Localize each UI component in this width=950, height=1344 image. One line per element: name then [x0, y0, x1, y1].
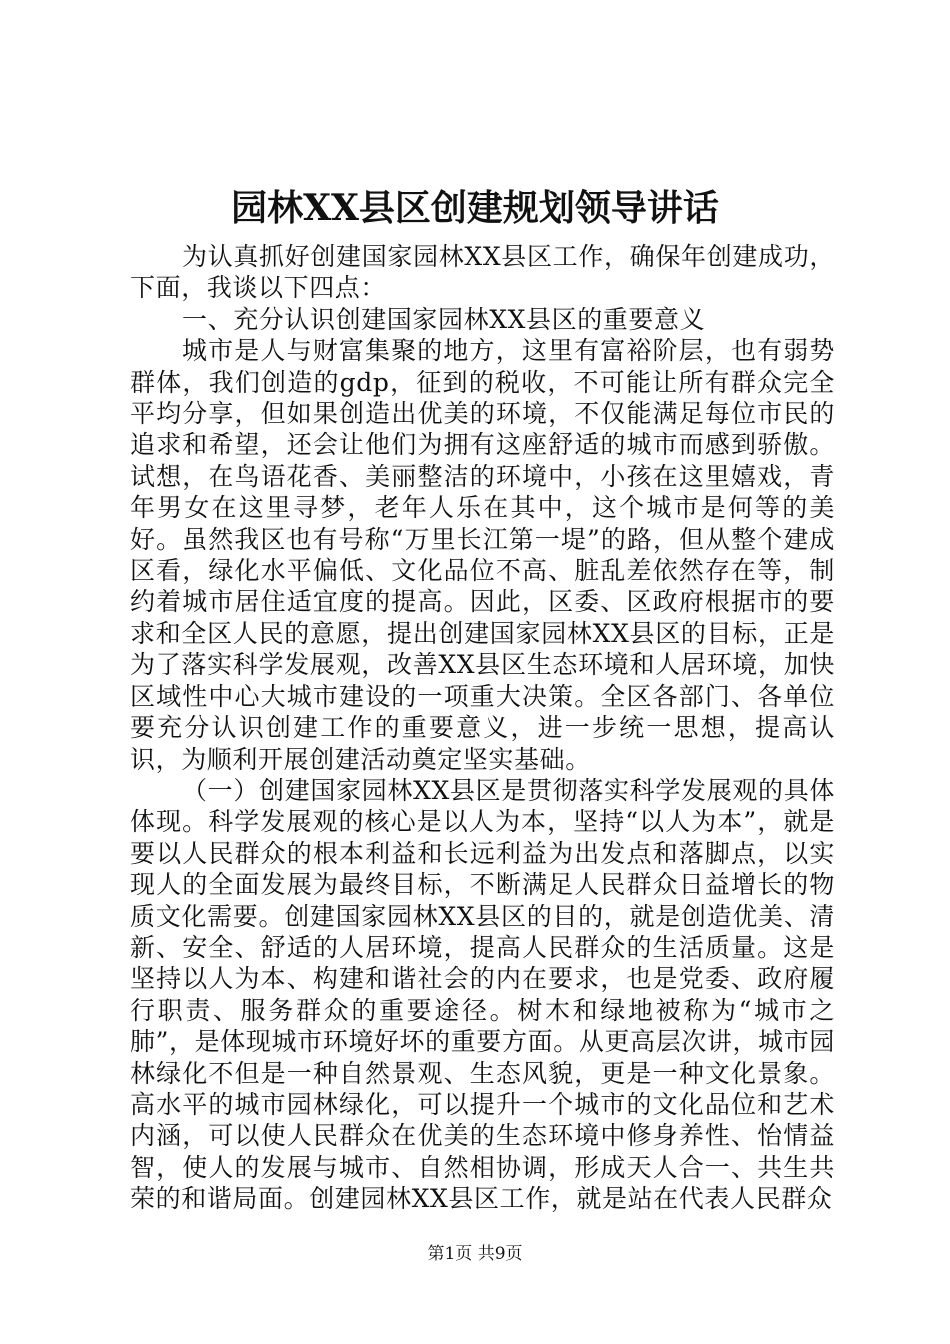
section-heading: 一、充分认识创建国家园林XX县区的重要意义	[182, 304, 706, 334]
document-body	[130, 241, 835, 1215]
body-paragraph: 城市是人与财富集聚的地方，这里有富裕阶层，也有弱势群体，我们创造的gdp，征到的税收，不可能让所有群众完全平均分享，但如果创造出优美的环境，不仅能满足每位市民的追求和希望，还会让他们为拥有这座舒适的城市而感到骄傲。试想，在鸟语花香、美丽整洁的环境中，小孩在这里嬉戏，青年男女在这里寻梦，老年人乐在其中，这个城市是何等的美好。虽然我区也有号称“万里长江第一堤”的路，但从整个建成区看，绿化水平偏低、文化品位不高、脏乱差依然存在等，制约着城市居住适宜度的提高。因此，区委、区政府根据市的要求和全区人民的意愿，提出创建国家园林XX县区的目标，正是为了落实科学发展观，改善XX县区生态环境和人居环境，加快区域性中心大城市建设的一项重大决策。全区各部门、各单位要充分认识创建工作的重要意义，进一步统一思想，提高认识，为顺利开展创建活动奠定坚实基础。	[130, 336, 835, 774]
intro-paragraph: 为认真抓好创建国家园林XX县区工作，确保年创建成功，下面，我谈以下四点：	[130, 242, 835, 303]
document-title: 园林XX县区创建规划领导讲话	[231, 187, 719, 229]
page-number-footer: 第1页 共9页	[427, 1244, 523, 1264]
body-paragraph: （一）创建国家园林XX县区是贯彻落实科学发展观的具体体现。科学发展观的核心是以人为本，坚持“以人为本”，就是要以人民群众的根本利益和长远利益为出发点和落脚点，以实现人的全面发展为最终目标，不断满足人民群众日益增长的物质文化需要。创建国家园林XX县区的目的，就是创造优美、清新、安全、舒适的人居环境，提高人民群众的生活质量。这是坚持以人为本、构建和谐社会的内在要求，也是党委、政府履行职责、服务群众的重要途径。树木和绿地被称为“城市之肺”，是体现城市环境好坏的重要方面。从更高层次讲，城市园林绿化不但是一种自然景观、生态风貌，更是一种文化景象。高水平的城市园林绿化，可以提升一个城市的文化品位和艺术内涵，可以使人民群众在优美的生态环境中修身养性、怡情益智，使人的发展与城市、自然相协调，形成天人合一、共生共荣的和谐局面。创建园林XX县区工作，就是站在代表人民群众	[130, 775, 835, 1214]
